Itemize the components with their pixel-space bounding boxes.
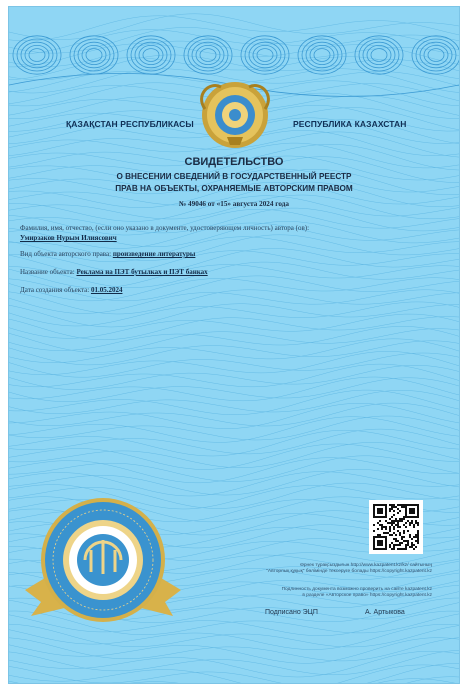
country-name-ru: РЕСПУБЛИКА КАЗАХСТАН <box>293 119 407 129</box>
certificate-number: № 49046 от «15» августа 2024 года <box>179 200 289 208</box>
institute-seal-icon <box>25 498 181 622</box>
object-name-label: Название объекта: <box>20 268 77 276</box>
creation-date-field <box>20 286 122 294</box>
author-label: Фамилия, имя, отчество, (если оно указано в документе, удостоверяющем личность) автора (ов): <box>20 224 310 232</box>
country-name-kz: ҚАЗАҚСТАН РЕСПУБЛИКАСЫ <box>66 119 194 129</box>
qr-code-icon <box>369 500 423 554</box>
object-type-field <box>20 250 195 258</box>
certificate-subtitle-line2: ПРАВ НА ОБЪЕКТЫ, ОХРАНЯЕМЫЕ АВТОРСКИМ ПРАВОМ <box>115 184 353 193</box>
guilloche-background <box>9 7 459 683</box>
creation-date-value: 01.05.2024 <box>90 286 123 294</box>
object-type-label: Вид объекта авторского права: <box>20 250 113 258</box>
certificate-subtitle-line1: О ВНЕСЕНИИ СВЕДЕНИЙ В ГОСУДАРСТВЕННЫЙ РЕЕСТР <box>116 172 352 181</box>
object-name-value: Реклама на ПЭТ бутылках и ПЭТ банках <box>76 268 208 276</box>
signer-name: А. Артыкова <box>365 609 405 616</box>
certificate <box>8 6 460 684</box>
verify-note-ru: Подлинность документа возможно проверить на сайте kazpatent.kz в разделе «Авторское право» https://copyright.kazpatent.kz <box>281 587 432 598</box>
author-value: Умирзаков Нурым Илиясович <box>20 234 117 242</box>
certificate-title: СВИДЕТЕЛЬСТВО <box>184 156 284 168</box>
verify-note-kz: Өрнек тұрақсыздығын http://www.kazpatent.kz/kz/ сайтының "Авторлық құқық" бөлімінде тексеруге болады https://copyright.kazpatent.kz <box>266 563 432 574</box>
kazakhstan-emblem-icon <box>202 82 269 148</box>
signed-ecp-label: Подписано ЭЦП <box>265 609 318 616</box>
object-name-field <box>20 268 208 276</box>
creation-date-label: Дата создания объекта: <box>20 286 91 294</box>
object-type-value: произведение литературы <box>112 250 196 258</box>
